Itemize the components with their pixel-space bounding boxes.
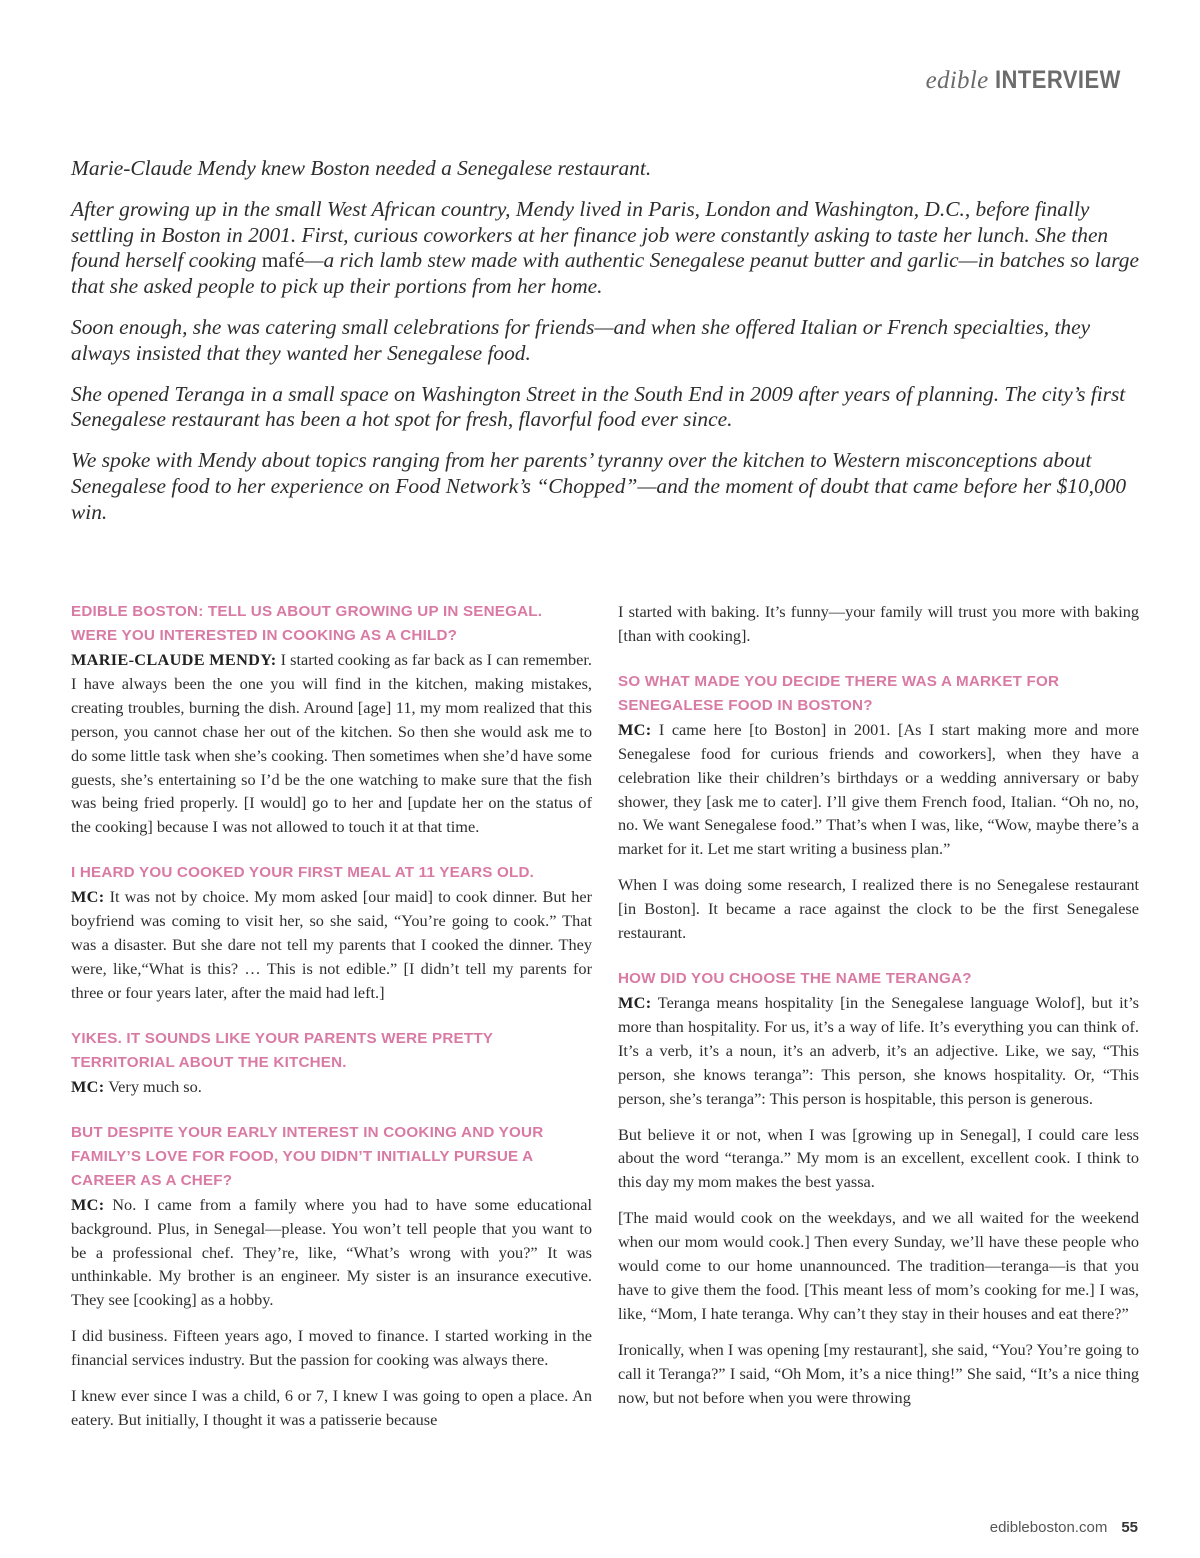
answer-text: It was not by choice. My mom asked [our maid] to cook dinner. But her boyfriend was coming to visit her, so she said, “You’re going to cook.” That was a disaster. But she dare not tell my parents that I cooked the dinner. They were, like,“What is this? … This is not edible.” [I didn’t tell my parents for three or four years later, after the maid had left.] (71, 887, 592, 1002)
header-edible: edible (925, 67, 989, 94)
answer-text: No. I came from a family where you had to have some educational background. Plus, in Senegal—please. You won’t tell people that you want to be a professional chef. They’re, like, “What’s wrong with you?” It was unthinkable. My brother is an engineer. My sister is an insurance executive. They see [cooking] as a hobby. (71, 1194, 592, 1310)
intro (71, 156, 1141, 541)
answer (71, 1075, 592, 1099)
site-url: edibleboston.com (989, 1519, 1108, 1536)
page-footer (990, 1519, 1138, 1536)
intro-paragraph (71, 197, 1141, 300)
speaker: MC: (618, 719, 652, 739)
question: EDIBLE BOSTON: TELL US ABOUT GROWING UP IN SENEGAL. WERE YOU INTERESTED IN COOKING AS A CHILD? (71, 603, 543, 644)
question: HOW DID YOU CHOOSE THE NAME TERANGA? (618, 969, 972, 987)
intro-text: After growing up in the small West African country, Mendy lived in Paris, London and Washington, D.C., before finally settling in Boston in 2001. First, curious coworkers at her finance job were constantly asking to taste her lunch. She then found herself cooking (71, 196, 1109, 273)
right-column (618, 600, 1139, 1421)
answer (71, 648, 592, 839)
header-section: INTERVIEW (995, 66, 1121, 94)
page-number: 55 (1121, 1519, 1138, 1536)
answer-text: I came here [to Boston] in 2001. [As I start making more and more Senegalese food for curious friends and coworkers], when they have a celebration like their children’s birthdays or a wedding anniversary or baby shower, they [ask me to cater]. I’ll give them French food, Italian. “Oh no, no, no. We want Senegalese food.” That’s when I was, like, “Wow, maybe there’s a market for it. Let me start writing a business plan.” (618, 719, 1139, 859)
paragraph: [The maid would cook on the weekdays, and we all waited for the weekend when our mom would cook.] Then every Sunday, we’ll have these people who would come to our home unannounced. The tradition—teranga—is that you have to give them the food. [This meant less of mom’s cooking for me.] I was, like, “Mom, I hate teranga. Why can’t they stay in their houses and eat there?” (618, 1208, 1139, 1323)
question: YIKES. IT SOUNDS LIKE YOUR PARENTS WERE PRETTY TERRITORIAL ABOUT THE KITCHEN. (71, 1029, 493, 1071)
intro-paragraph: Marie-Claude Mendy knew Boston needed a Senegalese restaurant. (71, 156, 652, 180)
paragraph: But believe it or not, when I was [growing up in Senegal], I could care less about the word “teranga.” My mom is an excellent, excellent cook. I think to this day my mom makes the best yassa. (618, 1124, 1139, 1192)
question: I HEARD YOU COOKED YOUR FIRST MEAL AT 11 YEARS OLD. (71, 864, 535, 882)
answer-text: Very much so. (104, 1076, 202, 1096)
section-header (926, 66, 1138, 95)
paragraph: I knew ever since I was a child, 6 or 7, I knew I was going to open a place. An eatery. But initially, I thought it was a patisserie because (71, 1386, 592, 1429)
paragraph: I started with baking. It’s funny—your family will trust you more with baking [than with cooking]. (618, 602, 1139, 645)
question: SO WHAT MADE YOU DECIDE THERE WAS A MARKET FOR SENEGALESE FOOD IN BOSTON? (618, 672, 1060, 714)
speaker: MC: (71, 887, 105, 907)
intro-paragraph: She opened Teranga in a small space on Washington Street in the South End in 2009 after years of planning. The city’s first Senegalese restaurant has been a hot spot for fresh, flavorful food ever since. (71, 381, 1126, 432)
answer (71, 1193, 592, 1313)
paragraph: Ironically, when I was opening [my restaurant], she said, “You? You’re going to call it Teranga?” I said, “Oh Mom, it’s a nice thing!” She said, “It’s a nice thing now, but not before when you were throwing (618, 1339, 1139, 1407)
answer-text: Teranga means hospitality [in the Senegalese language Wolof], but it’s more than hospitality. For us, it’s a way of life. It’s everything you can think of. It’s a verb, it’s a noun, it’s an adverb, it’s an adjective. Like, we say, “This person, she knows teranga”: This person, she knows hospitality. Or, “This person, she’s teranga”: This person is hospitable, this person is generous. (618, 992, 1139, 1108)
speaker: MC: (71, 1194, 105, 1214)
paragraph: I did business. Fifteen years ago, I moved to finance. I started working in the financial services industry. But the passion for cooking was always there. (71, 1326, 592, 1370)
intro-text: —a rich lamb stew made with authentic Senegalese peanut butter and garlic—in batches so large that she asked people to pick up their portions from her home. (71, 248, 1139, 299)
dish-name: mafé (261, 248, 305, 273)
intro-paragraph: We spoke with Mendy about topics ranging from her parents’ tyranny over the kitchen to Western misconceptions about Senegalese food to her experience on Food Network’s “Chopped”—and the moment of doubt that came before her $10,000 win. (71, 448, 1127, 524)
intro-paragraph: Soon enough, she was catering small celebrations for friends—and when she offered Italian or French specialties, they always insisted that they wanted her Senegalese food. (71, 314, 1091, 365)
left-column (71, 600, 592, 1444)
answer (618, 991, 1139, 1111)
speaker: MC: (618, 992, 652, 1012)
speaker: MARIE-CLAUDE MENDY: (71, 650, 277, 669)
speaker: MC: (71, 1076, 105, 1096)
answer (618, 718, 1139, 861)
question: BUT DESPITE YOUR EARLY INTEREST IN COOKING AND YOUR FAMILY’S LOVE FOR FOOD, YOU DIDN’T INITIALLY PURSUE A CAREER AS A CHEF? (71, 1123, 544, 1189)
answer (71, 885, 592, 1005)
paragraph: When I was doing some research, I realized there is no Senegalese restaurant [in Boston]. It became a race against the clock to be the first Senegalese restaurant. (618, 875, 1139, 943)
answer-text: I started cooking as far back as I can remember. I have always been the one you will find in the kitchen, making mistakes, creating troubles, burning the dish. Around [age] 11, my mom realized that this person, you cannot chase her out of the kitchen. So then she would ask me to do some little task when she’s cooking. Then sometimes when she’d have some guests, she’s entertaining so I’d be the one watching to make sure that the fish was being fried properly. [I would] go to her and [update her on the status of the cooking] because I was not allowed to touch it at that time. (71, 650, 592, 837)
